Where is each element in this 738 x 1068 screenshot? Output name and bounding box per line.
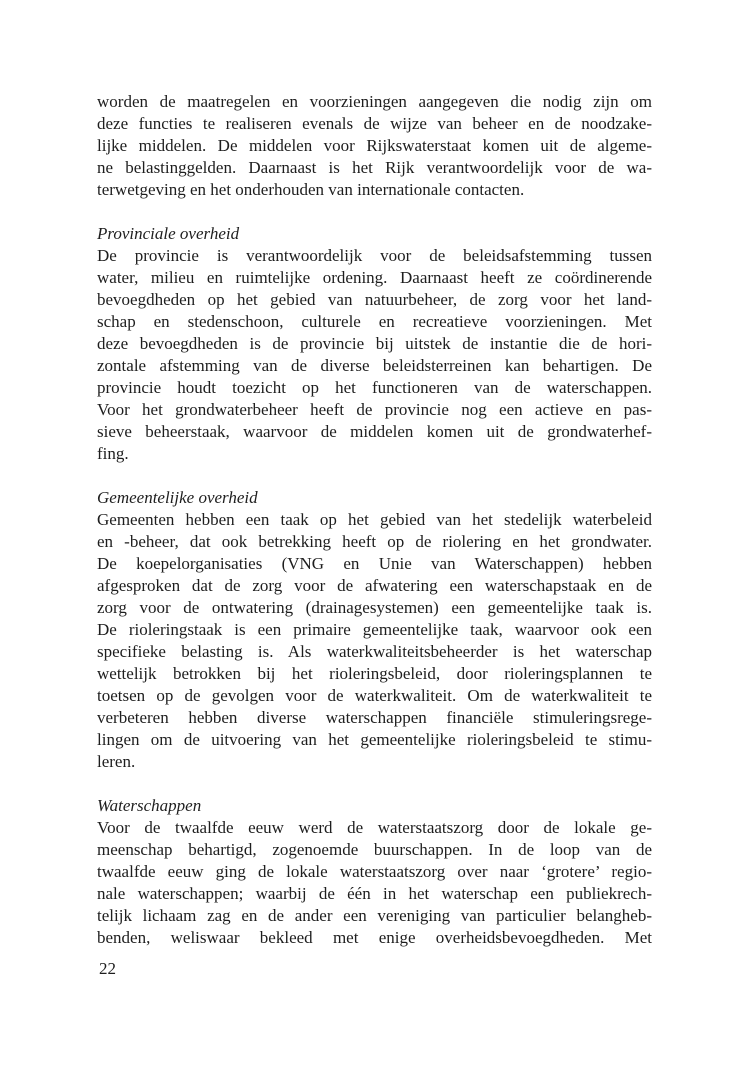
heading-provinciale-overheid: Provinciale overheid — [97, 224, 240, 243]
text-line: water, milieu en ruimtelijke ordening. Daarnaast heeft ze coördinerende — [97, 268, 652, 287]
section-waterschappen — [97, 795, 652, 949]
heading-waterschappen: Waterschappen — [97, 796, 202, 815]
text-line: lijke middelen. De middelen voor Rijkswaterstaat komen uit de algeme- — [97, 136, 652, 155]
text-line: terwetgeving en het onderhouden van internationale contacten. — [97, 180, 525, 199]
text-line: Voor de twaalfde eeuw werd de waterstaatszorg door de lokale ge- — [97, 818, 652, 837]
text-line: meenschap behartigd, zogenoemde buurschappen. In de loop van de — [97, 840, 652, 859]
text-line: twaalfde eeuw ging de lokale waterstaatszorg over naar ‘grotere’ regio- — [97, 862, 652, 881]
section-gemeentelijke-overheid — [97, 487, 652, 773]
text-line: zorg voor de ontwatering (drainagesystemen) een gemeentelijke taak is. — [97, 598, 652, 617]
text-line: provincie houdt toezicht op het functioneren van de waterschappen. — [97, 378, 652, 397]
text-line: wettelijk betrokken bij het rioleringsbeleid, door rioleringsplannen te — [97, 664, 652, 683]
page-number: 22 — [99, 959, 116, 978]
text-block — [97, 91, 652, 949]
text-line: afgesproken dat de zorg voor de afwatering een waterschapstaak en de — [97, 576, 652, 595]
text-line: en -beheer, dat ook betrekking heeft op de riolering en het grondwater. — [97, 532, 652, 551]
text-line: deze functies te realiseren evenals de wijze van beheer en de noodzake- — [97, 114, 652, 133]
text-line: ne belastinggelden. Daarnaast is het Rijk verantwoordelijk voor de wa- — [97, 158, 652, 177]
heading-gemeentelijke-overheid: Gemeentelijke overheid — [97, 488, 258, 507]
section-provinciale-overheid — [97, 223, 652, 465]
text-line: specifieke belasting is. Als waterkwaliteitsbeheerder is het waterschap — [97, 642, 652, 661]
text-line: lingen om de uitvoering van het gemeentelijke rioleringsbeleid te stimu- — [97, 730, 652, 749]
text-line: deze bevoegdheden is de provincie bij uitstek de instantie die de hori- — [97, 334, 652, 353]
text-line: verbeteren hebben diverse waterschappen financiële stimuleringsrege- — [97, 708, 652, 727]
text-line: bevoegdheden op het gebied van natuurbeheer, de zorg voor het land- — [97, 290, 652, 309]
text-line: toetsen op de gevolgen voor de waterkwaliteit. Om de waterkwaliteit te — [97, 686, 652, 705]
text-line: fing. — [97, 444, 129, 463]
text-line: De koepelorganisaties (VNG en Unie van Waterschappen) hebben — [97, 554, 652, 573]
text-line: sieve beheerstaak, waarvoor de middelen komen uit de grondwaterhef- — [97, 422, 652, 441]
text-line: worden de maatregelen en voorzieningen aangegeven die nodig zijn om — [97, 92, 652, 111]
text-line: De rioleringstaak is een primaire gemeentelijke taak, waarvoor ook een — [97, 620, 652, 639]
section-rijksoverheid-continued — [97, 91, 652, 201]
text-line: Voor het grondwaterbeheer heeft de provincie nog een actieve en pas- — [97, 400, 652, 419]
text-line: leren. — [97, 752, 136, 771]
text-line: benden, weliswaar bekleed met enige overheidsbevoegdheden. Met — [97, 928, 652, 947]
text-line: zontale afstemming van de diverse beleidsterreinen kan behartigen. De — [97, 356, 652, 375]
text-line: De provincie is verantwoordelijk voor de beleidsafstemming tussen — [97, 246, 652, 265]
text-line: nale waterschappen; waarbij de één in het waterschap een publiekrech- — [97, 884, 652, 903]
text-line: schap en stedenschoon, culturele en recreatieve voorzieningen. Met — [97, 312, 652, 331]
text-line: Gemeenten hebben een taak op het gebied van het stedelijk waterbeleid — [97, 510, 652, 529]
text-line: telijk lichaam zag en de ander een vereniging van particulier belangheb- — [97, 906, 652, 925]
